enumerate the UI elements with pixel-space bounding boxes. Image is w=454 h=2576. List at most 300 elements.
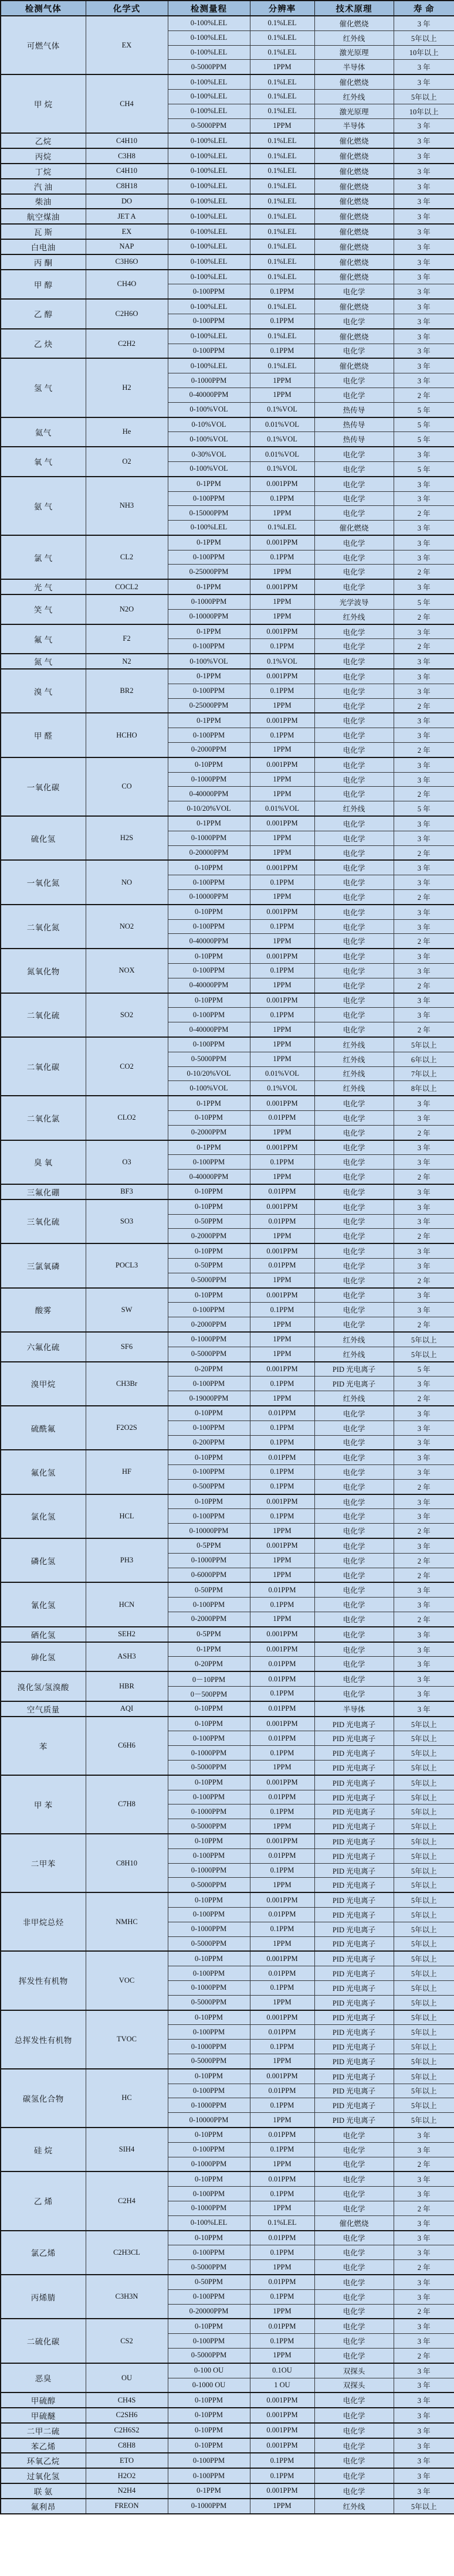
lifespan-cell: 3 年 — [394, 329, 454, 344]
range-cell: 0-5000PPM — [168, 1878, 250, 1892]
resolution-cell: 0.01PPM — [250, 2231, 314, 2245]
gas-name-cell: 氢 气 — [1, 358, 86, 417]
lifespan-cell: 7年以上 — [394, 1066, 454, 1081]
resolution-cell: 0.01PPM — [250, 1582, 314, 1597]
resolution-cell: 0.1PPM — [250, 1155, 314, 1170]
table-row — [1, 2499, 454, 2514]
principle-cell: 电化学 — [314, 2438, 394, 2453]
range-cell: 0-5000PPM — [168, 1936, 250, 1951]
resolution-cell: 0.1%LEL — [250, 254, 314, 270]
principle-cell: 电化学 — [314, 860, 394, 875]
lifespan-cell: 2 年 — [394, 743, 454, 757]
lifespan-cell: 3 年 — [394, 60, 454, 74]
table-row — [1, 2453, 454, 2468]
formula-cell: C2H6S2 — [86, 2423, 168, 2438]
lifespan-cell: 6年以上 — [394, 1052, 454, 1066]
gas-name-cell: 氨 气 — [1, 477, 86, 535]
principle-cell: 电化学 — [314, 1155, 394, 1170]
lifespan-cell: 5年以上 — [394, 1775, 454, 1790]
resolution-cell: 0.01%VOL — [250, 1066, 314, 1081]
formula-cell: POCL3 — [86, 1243, 168, 1287]
formula-cell: O2 — [86, 447, 168, 477]
range-cell: 0-100PPM — [168, 284, 250, 299]
gas-name-cell: 联 氨 — [1, 2483, 86, 2499]
resolution-cell: 0.1PPM — [250, 639, 314, 654]
range-cell: 0-100PPM — [168, 2453, 250, 2468]
lifespan-cell: 3 年 — [394, 1258, 454, 1273]
principle-cell: 热传导 — [314, 432, 394, 447]
gas-name-cell: 乙 炔 — [1, 329, 86, 359]
lifespan-cell: 2 年 — [394, 1170, 454, 1184]
resolution-cell: 0.01PPM — [250, 2025, 314, 2040]
gas-name-cell: 氟 气 — [1, 624, 86, 654]
table-row — [1, 148, 454, 164]
formula-cell: SEH2 — [86, 1627, 168, 1642]
gas-name-cell: 溴 气 — [1, 669, 86, 713]
lifespan-cell: 5年以上 — [394, 1848, 454, 1863]
lifespan-cell: 3 年 — [394, 2393, 454, 2408]
range-cell: 0-10PPM — [168, 2393, 250, 2408]
principle-cell: 电化学 — [314, 2393, 394, 2408]
formula-cell: C3H6O — [86, 254, 168, 270]
range-cell: 0-40000PPM — [168, 388, 250, 402]
lifespan-cell: 3 年 — [394, 148, 454, 164]
lifespan-cell: 3 年 — [394, 1303, 454, 1317]
resolution-cell: 0.001PPM — [250, 2483, 314, 2499]
lifespan-cell: 3 年 — [394, 1214, 454, 1229]
range-cell: 0-10PPM — [168, 860, 250, 875]
principle-cell: 催化燃烧 — [314, 239, 394, 254]
resolution-cell: 0.1PPM — [250, 1509, 314, 1524]
formula-cell: C2H3CL — [86, 2231, 168, 2275]
range-cell: 0-1000PPM — [168, 1804, 250, 1819]
range-cell: 0-100%LEL — [168, 30, 250, 45]
gas-name-cell: 航空煤油 — [1, 209, 86, 224]
range-cell: 0-10PPM — [168, 2128, 250, 2142]
table-row — [1, 1184, 454, 1199]
lifespan-cell: 3 年 — [394, 1701, 454, 1717]
resolution-cell: 0.001PPM — [250, 1243, 314, 1258]
range-cell: 0-5000PPM — [168, 118, 250, 133]
lifespan-cell: 3 年 — [394, 2483, 454, 2499]
formula-cell: FREON — [86, 2499, 168, 2514]
header-resolution: 分辨率 — [250, 1, 314, 16]
range-cell: 0-100%LEL — [168, 270, 250, 284]
range-cell: 0-10PPM — [168, 1450, 250, 1464]
formula-cell: PH3 — [86, 1538, 168, 1582]
principle-cell: PID 光电离子 — [314, 1980, 394, 1995]
gas-name-cell: 氯乙烯 — [1, 2231, 86, 2275]
resolution-cell: 0.001PPM — [250, 860, 314, 875]
resolution-cell: 0.1PPM — [250, 1479, 314, 1494]
resolution-cell: 0.1PPM — [250, 344, 314, 358]
table-row — [1, 2423, 454, 2438]
gas-name-cell: 乙烷 — [1, 133, 86, 148]
range-cell: 0-100PPM — [168, 2289, 250, 2304]
principle-cell: PID 光电离子 — [314, 1746, 394, 1761]
principle-cell: 电化学 — [314, 550, 394, 565]
range-cell: 0-100PPM — [168, 1908, 250, 1922]
formula-cell: C3H8 — [86, 148, 168, 164]
principle-cell: 电化学 — [314, 1258, 394, 1273]
resolution-cell: 1PPM — [250, 1568, 314, 1582]
lifespan-cell: 3 年 — [394, 2171, 454, 2186]
principle-cell: 电化学 — [314, 2128, 394, 2142]
principle-cell: 电化学 — [314, 1494, 394, 1509]
range-cell: 0-10PPM — [168, 757, 250, 772]
lifespan-cell: 3 年 — [394, 550, 454, 565]
resolution-cell: 0.01PPM — [250, 1790, 314, 1804]
lifespan-cell: 3 年 — [394, 1110, 454, 1125]
principle-cell: 电化学 — [314, 639, 394, 654]
lifespan-cell: 5年以上 — [394, 2054, 454, 2068]
range-cell: 0-40000PPM — [168, 978, 250, 993]
principle-cell: 电化学 — [314, 2348, 394, 2363]
principle-cell: 电化学 — [314, 2483, 394, 2499]
table-row — [1, 179, 454, 194]
range-cell: 0-1000PPM — [168, 772, 250, 787]
table-row — [1, 239, 454, 254]
resolution-cell: 0.001PPM — [250, 1717, 314, 1731]
principle-cell: PID 光电离子 — [314, 1936, 394, 1951]
lifespan-cell: 3 年 — [394, 118, 454, 133]
range-cell: 0-1PPM — [168, 477, 250, 491]
range-cell: 0-100PPM — [168, 1790, 250, 1804]
lifespan-cell: 3 年 — [394, 624, 454, 639]
resolution-cell: 0.1%LEL — [250, 194, 314, 209]
range-cell: 0-1PPM — [168, 535, 250, 550]
principle-cell: 电化学 — [314, 1642, 394, 1657]
range-cell: 0-100%LEL — [168, 358, 250, 373]
range-cell: 0-1000PPM — [168, 1863, 250, 1878]
gas-name-cell: 臭 氧 — [1, 1140, 86, 1184]
lifespan-cell: 3 年 — [394, 1657, 454, 1671]
table-row — [1, 993, 454, 1008]
lifespan-cell: 3 年 — [394, 669, 454, 684]
gas-name-cell: 甲硫醚 — [1, 2408, 86, 2423]
table-row — [1, 535, 454, 550]
principle-cell: 电化学 — [314, 949, 394, 963]
range-cell: 0-100%LEL — [168, 521, 250, 535]
principle-cell: 红外线 — [314, 30, 394, 45]
principle-cell: 电化学 — [314, 816, 394, 831]
resolution-cell: 0.01%VOL — [250, 417, 314, 432]
range-cell: 0-1PPM — [168, 579, 250, 594]
formula-cell: ASH3 — [86, 1642, 168, 1672]
range-cell: 0-50PPM — [168, 1582, 250, 1597]
range-cell: 0-30%VOL — [168, 447, 250, 461]
lifespan-cell: 3 年 — [394, 2245, 454, 2260]
resolution-cell: 0.001PPM — [250, 669, 314, 684]
range-cell: 0-20000PPM — [168, 2304, 250, 2319]
range-cell: 0-100PPM — [168, 1509, 250, 1524]
lifespan-cell: 3 年 — [394, 1671, 454, 1686]
principle-cell: 电化学 — [314, 728, 394, 743]
lifespan-cell: 2 年 — [394, 1568, 454, 1582]
lifespan-cell: 3 年 — [394, 1008, 454, 1022]
range-cell: 0-100%LEL — [168, 164, 250, 179]
range-cell: 0-2000PPM — [168, 1229, 250, 1243]
formula-cell: C8H8 — [86, 2438, 168, 2453]
resolution-cell: 0.1PPM — [250, 1303, 314, 1317]
range-cell: 0-100 OU — [168, 2363, 250, 2378]
range-cell: 0-10PPM — [168, 1717, 250, 1731]
resolution-cell: 0.01PPM — [250, 1110, 314, 1125]
range-cell: 0-1PPM — [168, 713, 250, 728]
resolution-cell: 0.01PPM — [250, 1701, 314, 1717]
header-lifespan: 寿 命 — [394, 1, 454, 16]
resolution-cell: 0.1PPM — [250, 1687, 314, 1701]
principle-cell: 电化学 — [314, 1582, 394, 1597]
formula-cell: CH4O — [86, 270, 168, 300]
range-cell: 0-10PPM — [168, 949, 250, 963]
table-row — [1, 194, 454, 209]
principle-cell: PID 光电离子 — [314, 2025, 394, 2040]
range-cell: 0－10PPM — [168, 1671, 250, 1686]
range-cell: 0-100%LEL — [168, 194, 250, 209]
formula-cell: N2H4 — [86, 2483, 168, 2499]
table-row — [1, 477, 454, 491]
resolution-cell: 0.1PPM — [250, 919, 314, 934]
formula-cell: NO2 — [86, 905, 168, 949]
lifespan-cell: 2 年 — [394, 1125, 454, 1140]
table-row — [1, 2468, 454, 2483]
principle-cell: 电化学 — [314, 314, 394, 328]
lifespan-cell: 2 年 — [394, 506, 454, 521]
table-row — [1, 2483, 454, 2499]
resolution-cell: 0.1%LEL — [250, 74, 314, 89]
range-cell: 0-1000PPM — [168, 1553, 250, 1568]
range-cell: 0-100PPM — [168, 550, 250, 565]
lifespan-cell: 3 年 — [394, 713, 454, 728]
principle-cell: 电化学 — [314, 684, 394, 698]
gas-name-cell: 三氧化硫 — [1, 1199, 86, 1243]
formula-cell: OU — [86, 2363, 168, 2393]
range-cell: 0-1PPM — [168, 624, 250, 639]
formula-cell: C6H6 — [86, 1717, 168, 1775]
resolution-cell: 0.01PPM — [250, 1731, 314, 1746]
lifespan-cell: 3 年 — [394, 2289, 454, 2304]
principle-cell: 电化学 — [314, 1273, 394, 1287]
principle-cell: 催化燃烧 — [314, 74, 394, 89]
range-cell: 0-200PPM — [168, 1435, 250, 1450]
lifespan-cell: 2 年 — [394, 1391, 454, 1406]
formula-cell: SO2 — [86, 993, 168, 1037]
lifespan-cell: 3 年 — [394, 447, 454, 461]
range-cell: 0-1000PPM — [168, 2040, 250, 2054]
principle-cell: 热传导 — [314, 402, 394, 417]
resolution-cell: 0.001PPM — [250, 2069, 314, 2084]
range-cell: 0-5000PPM — [168, 1052, 250, 1066]
table-row — [1, 2010, 454, 2025]
lifespan-cell: 3 年 — [394, 654, 454, 669]
resolution-cell: 0.1%LEL — [250, 133, 314, 148]
lifespan-cell: 3 年 — [394, 1435, 454, 1450]
resolution-cell: 1PPM — [250, 1052, 314, 1066]
lifespan-cell: 3 年 — [394, 1184, 454, 1199]
lifespan-cell: 3 年 — [394, 757, 454, 772]
resolution-cell: 0.1%LEL — [250, 2215, 314, 2230]
principle-cell: PID 光电离子 — [314, 2054, 394, 2068]
range-cell: 0-100PPM — [168, 1303, 250, 1317]
lifespan-cell: 3 年 — [394, 299, 454, 314]
resolution-cell: 0.1%LEL — [250, 358, 314, 373]
gas-name-cell: 乙 烯 — [1, 2171, 86, 2230]
header-principle: 技术原理 — [314, 1, 394, 16]
range-cell: 0-10PPM — [168, 1110, 250, 1125]
principle-cell: 电化学 — [314, 831, 394, 845]
resolution-cell: 1PPM — [250, 845, 314, 860]
range-cell: 0-100PPM — [168, 1008, 250, 1022]
range-cell: 0-100%VOL — [168, 461, 250, 476]
principle-cell: PID 光电离子 — [314, 1775, 394, 1790]
principle-cell: 电化学 — [314, 1598, 394, 1612]
lifespan-cell: 5年以上 — [394, 1995, 454, 2010]
lifespan-cell: 2 年 — [394, 2304, 454, 2319]
principle-cell: 电化学 — [314, 1553, 394, 1568]
resolution-cell: 0.1%LEL — [250, 45, 314, 60]
resolution-cell: 1PPM — [250, 934, 314, 949]
principle-cell: 红外线 — [314, 1066, 394, 1081]
gas-name-cell: 碳氢化合物 — [1, 2069, 86, 2128]
gas-name-cell: 三氟化硼 — [1, 1184, 86, 1199]
range-cell: 0-2000PPM — [168, 1317, 250, 1332]
lifespan-cell: 3 年 — [394, 2334, 454, 2349]
principle-cell: 电化学 — [314, 2453, 394, 2468]
gas-name-cell: 氰化氢 — [1, 1582, 86, 1626]
resolution-cell: 1PPM — [250, 1761, 314, 1775]
range-cell: 0-10000PPM — [168, 890, 250, 905]
resolution-cell: 0.001PPM — [250, 2408, 314, 2423]
formula-cell: NO — [86, 860, 168, 904]
resolution-cell: 1PPM — [250, 978, 314, 993]
principle-cell: 电化学 — [314, 993, 394, 1008]
gas-name-cell: 柴油 — [1, 194, 86, 209]
principle-cell: 电化学 — [314, 284, 394, 299]
lifespan-cell: 2 年 — [394, 1273, 454, 1287]
resolution-cell: 1PPM — [250, 1524, 314, 1538]
resolution-cell: 1PPM — [250, 1229, 314, 1243]
formula-cell: HBR — [86, 1671, 168, 1701]
resolution-cell: 1 OU — [250, 2378, 314, 2393]
principle-cell: 电化学 — [314, 388, 394, 402]
range-cell: 0-10PPM — [168, 2010, 250, 2025]
principle-cell: PID 光电离子 — [314, 2098, 394, 2113]
gas-name-cell: 二氧化氯 — [1, 1096, 86, 1140]
resolution-cell: 0.1PPM — [250, 2142, 314, 2157]
range-cell: 0-10PPM — [168, 1951, 250, 1966]
table-row — [1, 2069, 454, 2084]
table-row — [1, 1096, 454, 1110]
lifespan-cell: 3 年 — [394, 2187, 454, 2201]
resolution-cell: 1PPM — [250, 831, 314, 845]
principle-cell: PID 光电离子 — [314, 1892, 394, 1907]
resolution-cell: 1PPM — [250, 2348, 314, 2363]
resolution-cell: 0.01PPM — [250, 2171, 314, 2186]
resolution-cell: 1PPM — [250, 388, 314, 402]
gas-name-cell: 氦气 — [1, 417, 86, 447]
principle-cell: 光学波导 — [314, 594, 394, 609]
lifespan-cell: 2 年 — [394, 978, 454, 993]
principle-cell: PID 光电离子 — [314, 1922, 394, 1936]
principle-cell: 电化学 — [314, 506, 394, 521]
formula-cell: TVOC — [86, 2010, 168, 2069]
principle-cell: 催化燃烧 — [314, 148, 394, 164]
principle-cell: 电化学 — [314, 772, 394, 787]
lifespan-cell: 3 年 — [394, 373, 454, 388]
principle-cell: 电化学 — [314, 1479, 394, 1494]
range-cell: 0-40000PPM — [168, 1022, 250, 1037]
resolution-cell: 0.001PPM — [250, 2010, 314, 2025]
principle-cell: 催化燃烧 — [314, 521, 394, 535]
gas-name-cell: 空气质量 — [1, 1701, 86, 1717]
lifespan-cell: 5年以上 — [394, 2499, 454, 2514]
resolution-cell: 1PPM — [250, 1170, 314, 1184]
resolution-cell: 1PPM — [250, 506, 314, 521]
table-row — [1, 417, 454, 432]
gas-name-cell: 一氧化碳 — [1, 757, 86, 816]
principle-cell: PID 光电离子 — [314, 1362, 394, 1377]
resolution-cell: 0.1PPM — [250, 2040, 314, 2054]
principle-cell: 电化学 — [314, 2171, 394, 2186]
range-cell: 0-100%LEL — [168, 45, 250, 60]
formula-cell: C2H2 — [86, 329, 168, 359]
range-cell: 0-25000PPM — [168, 698, 250, 713]
range-cell: 0-100PPM — [168, 1155, 250, 1170]
formula-cell: H2S — [86, 816, 168, 860]
resolution-cell: 0.001PPM — [250, 1288, 314, 1303]
range-cell: 0-5000PPM — [168, 60, 250, 74]
resolution-cell: 0.1PPM — [250, 1377, 314, 1391]
table-row — [1, 1362, 454, 1377]
range-cell: 0-5000PPM — [168, 1347, 250, 1361]
principle-cell: PID 光电离子 — [314, 1790, 394, 1804]
formula-cell: SW — [86, 1288, 168, 1332]
principle-cell: 电化学 — [314, 875, 394, 890]
gas-name-cell: 苯 — [1, 1717, 86, 1775]
lifespan-cell: 5年以上 — [394, 89, 454, 104]
resolution-cell: 0.001PPM — [250, 1775, 314, 1790]
resolution-cell: 0.001PPM — [250, 1892, 314, 1907]
table-row — [1, 133, 454, 148]
lifespan-cell: 5 年 — [394, 801, 454, 816]
resolution-cell: 1PPM — [250, 1612, 314, 1627]
principle-cell: 催化燃烧 — [314, 179, 394, 194]
principle-cell: PID 光电离子 — [314, 1863, 394, 1878]
formula-cell: CL2 — [86, 535, 168, 579]
resolution-cell: 0.1PPM — [250, 1746, 314, 1761]
principle-cell: PID 光电离子 — [314, 1377, 394, 1391]
resolution-cell: 0.01%VOL — [250, 447, 314, 461]
lifespan-cell: 3 年 — [394, 816, 454, 831]
principle-cell: 电化学 — [314, 477, 394, 491]
lifespan-cell: 2 年 — [394, 1229, 454, 1243]
resolution-cell: 1PPM — [250, 1391, 314, 1406]
resolution-cell: 0.001PPM — [250, 535, 314, 550]
range-cell: 0-2000PPM — [168, 743, 250, 757]
lifespan-cell: 5年以上 — [394, 30, 454, 45]
resolution-cell: 1PPM — [250, 1317, 314, 1332]
gas-name-cell: 硫酰氟 — [1, 1406, 86, 1450]
gas-name-cell: 六氟化硫 — [1, 1332, 86, 1362]
resolution-cell: 0.01PPM — [250, 1848, 314, 1863]
lifespan-cell: 2 年 — [394, 890, 454, 905]
lifespan-cell: 2 年 — [394, 845, 454, 860]
table-row — [1, 1775, 454, 1790]
gas-name-cell: 光 气 — [1, 579, 86, 594]
principle-cell: 红外线 — [314, 1052, 394, 1066]
formula-cell: CS2 — [86, 2319, 168, 2363]
